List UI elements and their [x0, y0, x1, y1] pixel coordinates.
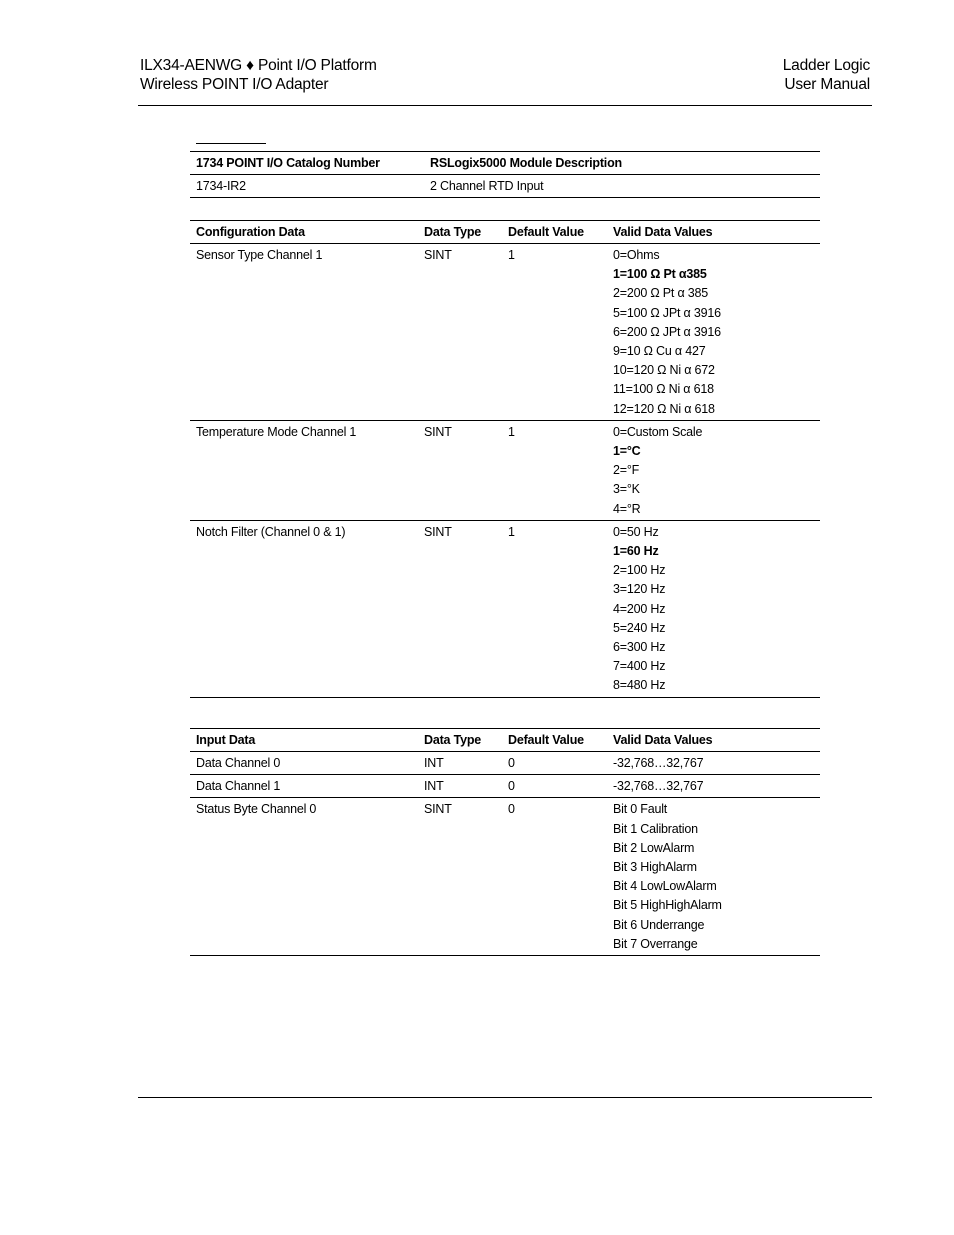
value-option: 5=240 Hz [613, 620, 666, 635]
table-row [190, 175, 820, 198]
column-header: Data Type [424, 733, 482, 747]
value-option: 2=200 Ω Pt α 385 [613, 286, 709, 301]
column-header: Default Value [508, 225, 584, 239]
value-option: 10=120 Ω Ni α 672 [613, 363, 715, 378]
value-option: 2=100 Hz [613, 563, 666, 578]
value-option: 5=100 Ω JPt α 3916 [613, 305, 721, 320]
default-value: 1 [508, 424, 515, 439]
value-option: 6=300 Hz [613, 640, 666, 655]
section-title: Ladder Logic [782, 57, 870, 74]
value-option: Bit 1 Calibration [613, 821, 698, 836]
table-row [190, 775, 820, 798]
column-header: Input Data [196, 733, 256, 747]
value-option: 9=10 Ω Cu α 427 [613, 344, 706, 359]
value-option: Bit 0 Fault [613, 802, 668, 817]
value-option: 3=°K [613, 482, 640, 497]
valid-values [607, 244, 820, 421]
data-type: INT [424, 779, 444, 794]
column-header: Data Type [424, 225, 482, 239]
table-row [190, 752, 820, 775]
table-header-row [190, 221, 820, 244]
table-header-row [190, 729, 820, 752]
input-data-table [190, 728, 820, 956]
parameter-name: Data Channel 1 [196, 779, 281, 794]
data-type: SINT [424, 802, 452, 817]
column-header: Valid Data Values [613, 733, 713, 747]
value-option: 8=480 Hz [613, 678, 666, 693]
value-option: -32,768…32,767 [613, 756, 704, 770]
value-option: 11=100 Ω Ni α 618 [613, 382, 714, 397]
data-type: INT [424, 756, 444, 770]
data-type: SINT [424, 424, 452, 439]
value-option: Bit 7 Overrange [613, 936, 698, 951]
value-option: Bit 5 HighHighAlarm [613, 898, 722, 913]
module-table [190, 151, 820, 198]
parameter-name: Temperature Mode Channel 1 [196, 424, 357, 439]
table-row [190, 798, 820, 956]
value-option: 3=120 Hz [613, 582, 666, 597]
default-value: 0 [508, 756, 515, 770]
column-header: Configuration Data [196, 225, 305, 239]
value-option: 7=400 Hz [613, 659, 666, 674]
default-value: 1 [508, 524, 515, 539]
default-value: 1 [508, 248, 515, 262]
value-option: 0=Ohms [613, 248, 660, 262]
table-row [190, 244, 820, 421]
table-header-row [190, 152, 820, 175]
parameter-name: Status Byte Channel 0 [196, 802, 317, 817]
table-row [190, 420, 820, 520]
document-title: ILX34-AENWG ♦ Point I/O Platform [140, 57, 377, 74]
parameter-name: Data Channel 0 [196, 756, 281, 770]
column-header: 1734 POINT I/O Catalog Number [196, 156, 380, 170]
catalog-number-cell: 1734-IR2 [196, 179, 246, 193]
module-description-cell: 2 Channel RTD Input [430, 179, 544, 193]
value-option: 6=200 Ω JPt α 3916 [613, 324, 721, 339]
valid-values [607, 752, 820, 775]
header-right [783, 56, 870, 94]
parameter-name: Sensor Type Channel 1 [196, 248, 323, 262]
column-header: RSLogix5000 Module Description [430, 156, 622, 170]
default-value-option: 1=100 Ω Pt α385 [613, 267, 707, 282]
value-option: -32,768…32,767 [613, 779, 704, 794]
column-header: Valid Data Values [613, 225, 713, 239]
parameter-name: Notch Filter (Channel 0 & 1) [196, 524, 346, 539]
data-type: SINT [424, 248, 452, 262]
column-header: Default Value [508, 733, 584, 747]
valid-values [607, 420, 820, 520]
header-left [140, 56, 377, 94]
value-option: Bit 4 LowLowAlarm [613, 879, 717, 894]
value-option: Bit 3 HighAlarm [613, 860, 697, 875]
value-option: 0=50 Hz [613, 524, 659, 539]
default-value: 0 [508, 779, 515, 794]
valid-values [607, 798, 820, 956]
value-option: Bit 6 Underrange [613, 917, 705, 932]
default-value: 0 [508, 802, 515, 817]
manual-name: User Manual [784, 76, 870, 93]
value-option: Bit 2 LowAlarm [613, 840, 695, 855]
document-subtitle: Wireless POINT I/O Adapter [140, 76, 329, 93]
short-divider [196, 143, 266, 144]
table-row [190, 520, 820, 697]
value-option: 12=120 Ω Ni α 618 [613, 401, 715, 416]
value-option: 0=Custom Scale [613, 424, 703, 439]
footer-divider [138, 1097, 872, 1098]
value-option: 4=200 Hz [613, 601, 666, 616]
valid-values [607, 775, 820, 798]
value-option: 2=°F [613, 463, 640, 478]
default-value-option: 1=°C [613, 444, 641, 459]
configuration-table [190, 220, 820, 698]
data-type: SINT [424, 524, 452, 539]
valid-values [607, 520, 820, 697]
default-value-option: 1=60 Hz [613, 544, 659, 559]
value-option: 4=°R [613, 501, 641, 516]
header-divider [138, 105, 872, 106]
